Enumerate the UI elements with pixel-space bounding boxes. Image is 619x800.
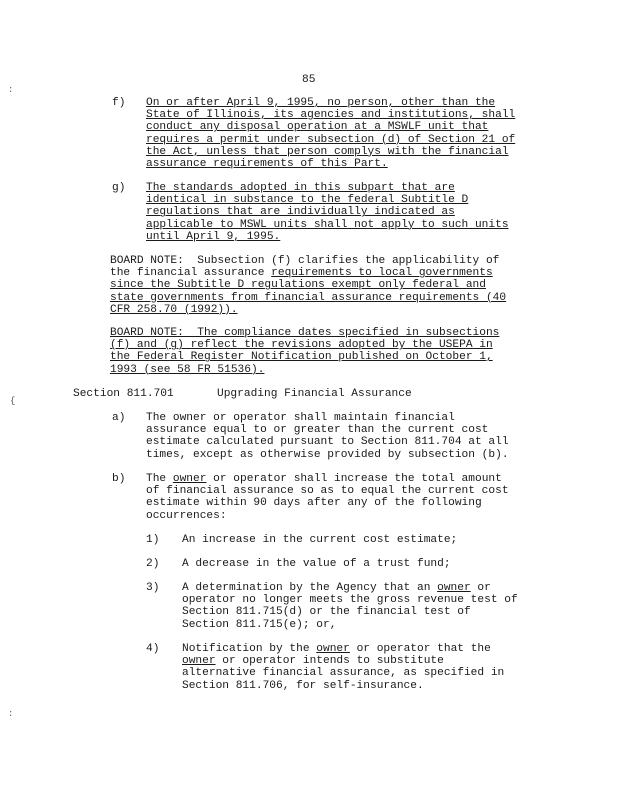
text-line (182, 594, 518, 606)
text-run: owner (437, 582, 471, 594)
text-line (182, 534, 457, 546)
margin-mark: { (10, 396, 16, 406)
text-line (146, 182, 509, 194)
item-a-text (146, 412, 509, 461)
text-line (146, 497, 509, 509)
text-line (182, 558, 451, 570)
text-line (110, 304, 506, 316)
text-run: until April 9, 1995. (146, 230, 281, 243)
text-line (146, 206, 509, 218)
text-run: Section 811.706, for self-insurance. (182, 679, 424, 692)
sub-item-label-3: 3) (146, 582, 160, 594)
text-run: estimate calculated pursuant to Section 811.704 at all (146, 436, 509, 449)
text-run: (f) and (g) reflect the revisions adopted by the USEPA in (110, 339, 493, 352)
text-run: A determination by the Agency that an (182, 582, 438, 594)
text-line (110, 255, 506, 267)
text-run: or operator intends to substitute (215, 655, 444, 668)
text-run: identical in substance to the federal Subtitle D (146, 194, 469, 207)
text-line (110, 327, 499, 339)
sub-item-label-4: 4) (146, 643, 160, 655)
sub-item-4-text (182, 643, 504, 692)
text-line (182, 667, 504, 679)
text-run: the Act, unless that person complys with the financial (146, 145, 509, 158)
text-run: conduct any disposal operation at a MSWLF unit that (146, 121, 489, 134)
text-line (146, 158, 515, 170)
board-note-2 (110, 327, 499, 376)
text-run: or (470, 582, 491, 594)
text-run: of financial assurance so as to equal the current cost (146, 485, 509, 498)
sub-item-1-text (182, 534, 457, 546)
text-run: State of Illinois, its agencies and institutions, shall (146, 109, 516, 122)
text-run: estimate within 90 days after any of the following (146, 497, 482, 510)
text-line (146, 473, 509, 485)
text-line (182, 619, 518, 631)
item-label-a: a) (112, 412, 126, 424)
text-run: owner (182, 655, 216, 668)
text-run: applicable to MSWL units shall not apply to such units (146, 218, 509, 231)
text-run: owner (172, 473, 207, 485)
margin-mark: : (8, 85, 14, 95)
item-label-f: f) (112, 97, 126, 109)
text-line (146, 121, 515, 133)
item-g-text (146, 182, 509, 243)
text-run: CFR 258.70 (1992)). (110, 303, 238, 316)
sub-item-label-1: 1) (146, 534, 160, 546)
text-run: occurrences: (146, 509, 227, 522)
text-line (110, 364, 499, 376)
item-label-b: b) (112, 473, 126, 485)
text-run: The owner or operator shall maintain financial (146, 412, 455, 424)
sub-item-2-text (182, 558, 451, 570)
text-run: assurance equal to or greater than the current cost (146, 424, 489, 437)
text-line (110, 339, 499, 351)
text-line (146, 134, 515, 146)
text-run: or operator shall increase the total amount (206, 473, 502, 485)
text-run: The (146, 473, 173, 485)
text-run: or operator that the (349, 643, 491, 655)
page-number: 85 (302, 74, 316, 86)
text-run: Section 811.715(d) or the financial test of (182, 606, 471, 619)
sub-item-3-text (182, 582, 518, 631)
text-run: assurance requirements of this Part. (146, 158, 388, 171)
text-run: Section 811.715(e); or, (182, 618, 337, 631)
text-line (110, 267, 506, 279)
text-line (146, 449, 509, 461)
text-line (146, 231, 509, 243)
text-run: owner (316, 643, 350, 655)
text-run: alternative financial assurance, as specified in (182, 667, 505, 680)
text-line (182, 643, 504, 655)
text-line (146, 219, 509, 231)
text-run: Notification by the (182, 643, 317, 655)
text-run: A decrease in the value of a trust fund; (182, 558, 451, 570)
text-line (110, 351, 499, 363)
text-run: the financial assurance (110, 267, 272, 280)
item-b-text (146, 473, 509, 522)
section-title: Upgrading Financial Assurance (217, 388, 412, 400)
text-run: state governments from financial assurance requirements (40 (110, 291, 507, 304)
text-line (146, 436, 509, 448)
text-run: An increase in the current cost estimate; (182, 534, 458, 546)
item-label-g: g) (112, 182, 126, 194)
text-run: times, except as otherwise provided by subsection (b). (146, 448, 509, 461)
text-run: requirements to local governments (271, 267, 493, 280)
text-run: On or after April 9, 1995, no person, other than the (146, 97, 496, 109)
text-run: BOARD NOTE: The compliance dates specified in subsections (110, 327, 500, 339)
text-run: requires a permit under subsection (d) of Section 21 of (146, 133, 516, 146)
text-line (110, 279, 506, 291)
text-line (146, 424, 509, 436)
text-line (146, 109, 515, 121)
margin-mark: : (8, 709, 14, 719)
board-note-1 (110, 255, 506, 316)
text-run: the Federal Register Notification published on October 1, (110, 351, 493, 364)
text-line (182, 582, 518, 594)
text-line (110, 292, 506, 304)
sub-item-label-2: 2) (146, 558, 160, 570)
text-line (146, 146, 515, 158)
text-run: operator no longer meets the gross revenue test of (182, 594, 518, 607)
text-run: regulations that are individually indicated as (146, 206, 455, 219)
text-line (182, 606, 518, 618)
text-line (182, 655, 504, 667)
section-number: Section 811.701 (73, 388, 174, 400)
text-run: BOARD NOTE: Subsection (f) clarifies the applicability of (110, 255, 500, 267)
text-run: The standards adopted in this subpart that are (146, 182, 455, 194)
item-f-text (146, 97, 515, 170)
text-run: 1993 (see 58 FR 51536). (110, 363, 265, 376)
text-line (146, 510, 509, 522)
text-line (146, 485, 509, 497)
text-line (146, 194, 509, 206)
text-line (146, 97, 515, 109)
text-run: since the Subtitle D regulations exempt only federal and (110, 279, 486, 292)
text-line (146, 412, 509, 424)
text-line (182, 680, 504, 692)
